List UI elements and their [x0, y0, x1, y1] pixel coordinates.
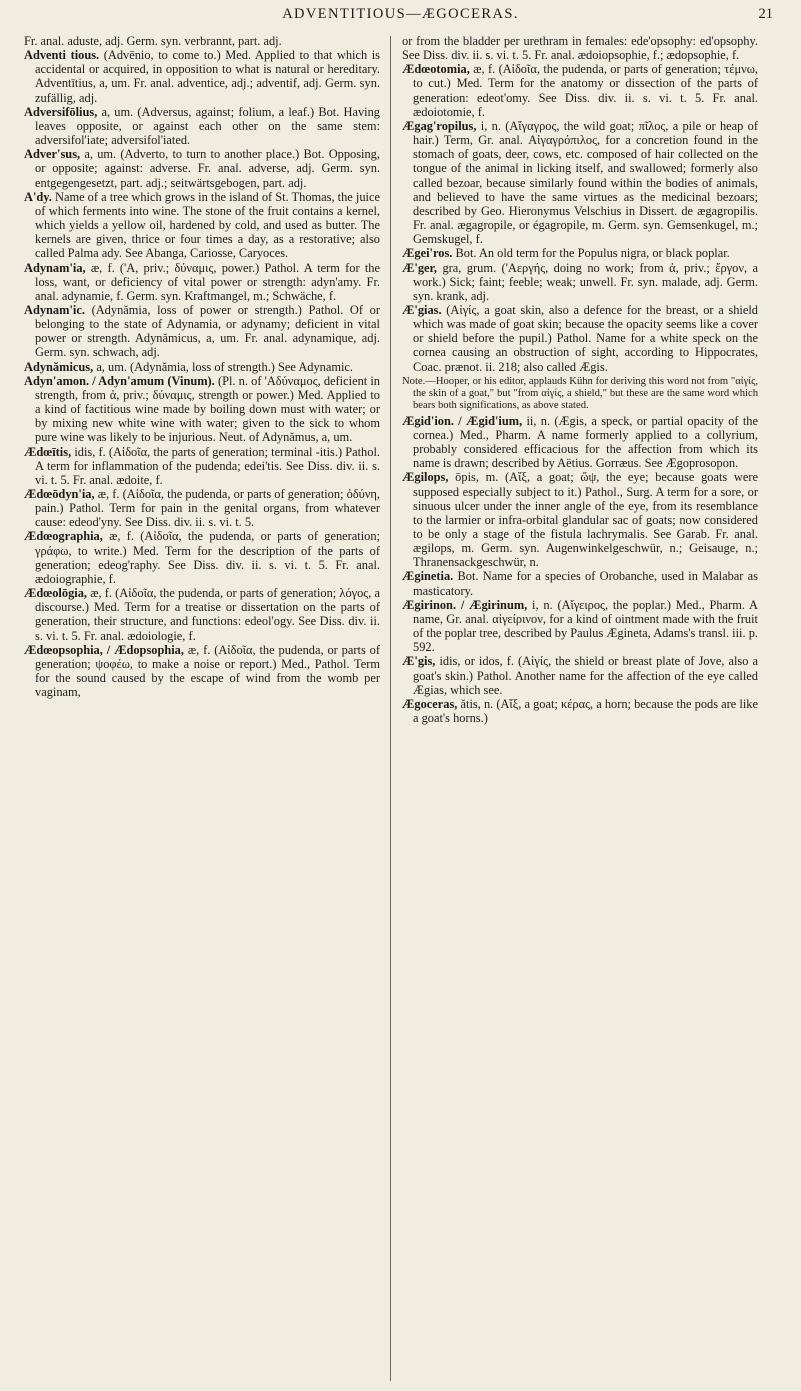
entry-definition: æ, f. ('A, priv.; δύναμις, power.) Pathol. A term for the loss, want, or deficiency of vital power or strength: adyn'amy. Fr. anal. adynamie, f. Germ. syn. Kraftmangel, m.; Schwäche, f. [35, 260, 380, 303]
entry-definition: æ, f. (Αἰδοῖα, the pudenda, or parts of generation; ὀδύνη, pain.) Pathol. Term for pain in the genital organs, from whatever cause: edeod'yny. See Diss. div. ii. s. vi. t. 5. [35, 487, 380, 530]
dictionary-entry [24, 261, 380, 303]
entry-definition: Bot. Name for a species of Orobanche, used in Malabar as masticatory. [413, 569, 758, 598]
dictionary-entry [402, 569, 758, 597]
entry-definition: a, um. (Adverto, to turn to another place.) Bot. Opposing, or opposite; against: adverse. Fr. anal. adverse, adj. Germ. syn. entgegengesetzt, part. adj.; seitwärtsgebogen, part. adj. [35, 147, 380, 190]
entry-definition: ătis, n. (Αἴξ, a goat; κέρας, a horn; because the pods are like a goat's horns.) [413, 696, 758, 726]
entry-headword: Ædœolōgia, [24, 586, 87, 601]
entry-definition: Name of a tree which grows in the island of St. Thomas, the juice of which ferments into wine. The stone of the fruit contains a kernel, which yields a yellow oil, hardened by cold, and used as butter. The kernels are given, thrice or four times a day, as a restorative; also called Palma ady. See Abanga, Cariosse, Caryoces. [35, 189, 380, 261]
entry-headword: Ægei'ros. [402, 246, 453, 261]
column-divider [390, 36, 391, 1381]
entry-headword: Adyn'amon. / Adyn'amum (Vinum). [24, 373, 215, 388]
entry-definition: (Αἰγίς, a goat skin, also a defence for the breast, or a shield which was made of goat skin; because the opacity seems like a cover or shield before the pupil.) Pathol. Name for a white speck on the cornea causing an obstruction of sight, according to Hippocrates, Coac. prænot. ii. 218; also called Ægis. [413, 302, 758, 374]
dictionary-entry [24, 190, 380, 261]
left-column [24, 34, 380, 1386]
page-header [0, 6, 801, 30]
entry-headword: Adver'sus, [24, 147, 81, 162]
dictionary-entry [24, 586, 380, 643]
entry-definition: (Adynămia, loss of power or strength.) Pathol. Of or belonging to the state of Adynamia, or adynamy; deficient in vital power or strength. Adynămicus, a, um. Fr. anal. adynamique, adj. Germ. syn. schwach, adj. [35, 302, 380, 360]
dictionary-entry [24, 303, 380, 360]
right-column [402, 34, 758, 1386]
entry-definition: æ, f. (Αἰδοῖα, the pudenda, or parts of generation; γράφω, to write.) Med. Term for the description of the parts of generation; edeog'raphy. See Diss. div. ii. s. vi. t. 5. Fr. anal. ædoiographie, f. [35, 529, 380, 586]
editorial-note [402, 376, 758, 412]
entry-definition: idis, or idos, f. (Αἰγίς, the shield or breast plate of Jove, also a goat's skin.) Pathol. Another name for the affection of the eye called Ægias, which see. [413, 654, 758, 697]
dictionary-entry [402, 697, 758, 725]
dictionary-entry [402, 470, 758, 569]
entry-headword: Ædœopsophia, / Ædopsophia, [24, 642, 184, 657]
entry-definition: idis, f. (Αἰδοῖα, the parts of generation; terminal -itis.) Pathol. A term for inflammation of the pudenda; edei'tis. See Diss. div. ii. s. vi. t. 5. Fr. anal. ædoite, f. [35, 444, 380, 487]
entry-definition: ii, n. (Ægis, a speck, or partial opacity of the cornea.) Med., Pharm. A name formerly applied to a collyrium, probably considered efficacious for the affection from which its name is drawn; described by Aëtius. Gorræus. See Ægoprosopon. [413, 413, 758, 471]
dictionary-entry [402, 62, 758, 119]
dictionary-entry [402, 34, 758, 62]
entry-definition: or from the bladder per urethram in females: ede'opsophy: ed'opsophy. See Diss. div. ii. s. vi. t. 5. Fr. anal. ædoiopsophie, f.; ædopsophie, f. [402, 34, 758, 63]
dictionary-entry [24, 360, 380, 374]
entry-definition: æ, f. (Αἰδοῖα, the pudenda, or parts of generation; τέμνω, to cut.) Med. Term for the anatomy or dissection of the parts of generation: edeot'omy. See Diss. div. ii. s. vi. t. 5. Fr. anal. ædoiotomie, f. [413, 62, 758, 119]
dictionary-entry [24, 34, 380, 48]
entry-headword: Ægoceras, [402, 696, 458, 711]
entry-headword: Ædœītis, [24, 444, 72, 459]
entry-definition: ōpis, m. (Αἴξ, a goat; ὤψ, the eye; because goats were supposed especially subject to it.) Pathol., Surg. A term for a sore, or sinuous ulcer under the inner angle of the eye, from its resemblance to the larmier or infra-orbital glandular sac of goats; now considered to be only a stage of the fistula lachrymalis. See Garab. Fr. anal. ægilops, m. Germ. syn. Augenwinkelgeschwür, n.; Geisauge, n.; Thranensackgeschwür, n. [413, 470, 758, 570]
entry-headword: Ægirinon. / Ægirinum, [402, 597, 528, 612]
entry-headword: Ædœōdyn'ia, [24, 487, 95, 501]
dictionary-entry [402, 303, 758, 374]
entry-headword: A'dy. [24, 189, 52, 204]
dictionary-entry [24, 48, 380, 105]
dictionary-entry [402, 598, 758, 655]
dictionary-entry [402, 414, 758, 471]
dictionary-entry [24, 529, 380, 586]
dictionary-entry [24, 105, 380, 147]
page-number: 21 [758, 6, 773, 22]
entry-definition: Fr. anal. aduste, adj. Germ. syn. verbrannt, part. adj. [24, 34, 282, 48]
dictionary-entry [402, 261, 758, 303]
entry-headword: Adynam'ia, [24, 260, 86, 275]
entry-definition: i, n. (Αἴγειρος, the poplar.) Med., Pharm. A name, Gr. anal. αἰγείρινον, for a kind of ointment made with the fruit of the poplar tree, described by Paulus Ægineta, Adams's transl. iii. p. 592. [413, 597, 758, 655]
entry-headword: Ædœographia, [24, 529, 103, 544]
entry-headword: Æginetia. [402, 569, 454, 584]
entry-definition: (Pl. n. of 'Αδύναμος, deficient in strength, from ἀ, priv.; δύναμις, strength or power.) Med. Applied to a kind of factitious wine made by boiling down must with water; or by mixing new white wine with water; given to the sick to whom pure wine was likely to be injurious. Neut. of Adynămus, a, um. [35, 373, 380, 445]
entry-headword: Ægag'ropilus, [402, 118, 477, 133]
dictionary-entry [24, 147, 380, 189]
dictionary-entry [24, 643, 380, 700]
entry-headword: Ægilops, [402, 470, 449, 485]
entry-headword: Adversifōlius, [24, 104, 98, 119]
entry-definition: gra, grum. ('Αεργής, doing no work; from ἀ, priv.; ἔργον, a work.) Sick; faint; feeble; weak; unwell. Fr. syn. malade, adj. Germ. syn. krank, adj. [413, 260, 758, 303]
entry-definition: Bot. An old term for the Populus nigra, or black poplar. [455, 246, 730, 261]
entry-definition: i, n. (Αἴγαγρος, the wild goat; πῖλος, a pile or heap of hair.) Term, Gr. anal. Αἰγαγρόπιλος, for a concretion found in the stomach of goats, deer, cows, etc. composed of hair collected on the tongue of the animal in licking itself, and swallowed; formerly also called bezoar, because similarly found within the bodies of animals, and believed to have the same virtues as the medicinal bezoars; described by Geo. Hieronymus Velschius in Dissert. de ægagropilis. Fr. anal. ægagropile, or égagropile, m. Germ. syn. Gemsenkugel, m.; Gemskugel, f. [413, 118, 758, 247]
entry-headword: Æ'gis, [402, 654, 436, 669]
entry-definition: a, um. (Adynămia, loss of strength.) See Adynamic. [96, 359, 354, 374]
entry-headword: Æ'ger, [402, 260, 437, 275]
entry-definition: æ, f. (Αἰδοῖα, the pudenda, or parts of generation; ψοφέω, to make a noise or report.) Med., Pathol. Term for the sound caused by the escape of wind from the womb per vaginam, [35, 642, 380, 700]
entry-headword: Adventi tious. [24, 48, 100, 63]
entry-definition: (Advēnio, to come to.) Med. Applied to that which is accidental or acquired, in opposition to what is natural or hereditary. Adventītius, a, um. Fr. anal. adventice, adj.; adventif, adj. Germ. syn. zufällig, adj. [35, 48, 380, 105]
running-title: ADVENTITIOUS—ÆGOCERAS. [282, 6, 519, 22]
dictionary-entry [24, 445, 380, 487]
entry-definition: Note.—Hooper, or his editor, applauds Kühn for deriving this word not from "αἰγίς, the skin of a goat," but "from αἰγίς, a shield," but these are the same word which bears both significations, as above stated. [402, 375, 758, 411]
dictionary-entry [402, 246, 758, 260]
entry-definition: æ, f. (Αἰδοῖα, the pudenda, or parts of generation; λόγος, a discourse.) Med. Term for a treatise or dissertation on the parts of generation, their structure, and functions: edeol'ogy. See Diss. div. ii. s. vi. t. 5. Fr. anal. ædoiologie, f. [35, 586, 380, 643]
dictionary-entry [402, 654, 758, 696]
entry-headword: Adynam'ic. [24, 302, 85, 317]
dictionary-entry [24, 374, 380, 445]
dictionary-entry [402, 119, 758, 246]
entry-headword: Æ'gias. [402, 302, 442, 317]
entry-definition: a, um. (Adversus, against; folium, a leaf.) Bot. Having leaves opposite, or against each other on the same stem: adversifol'iate; adversifol'iated. [35, 104, 380, 148]
entry-headword: Ægid'ion. / Ægid'ium, [402, 413, 523, 428]
entry-headword: Ædœotomia, [402, 62, 470, 77]
dictionary-entry [24, 487, 380, 529]
entry-headword: Adynămicus, [24, 359, 94, 374]
